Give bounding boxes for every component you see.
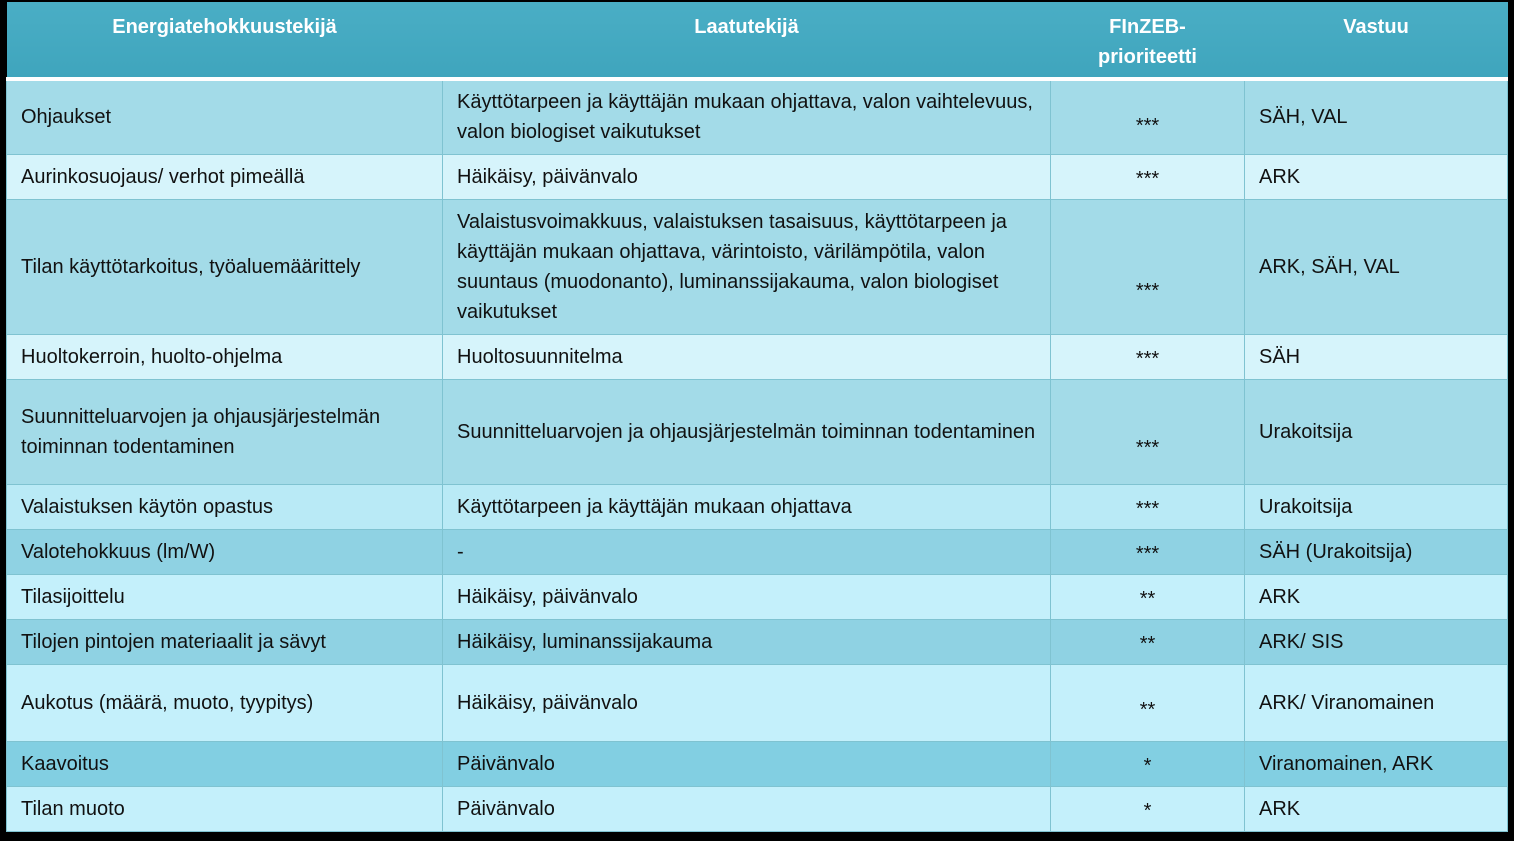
cell-quality: Käyttötarpeen ja käyttäjän mukaan ohjattava	[443, 484, 1051, 529]
cell-priority	[1051, 786, 1245, 831]
cell-quality: Käyttötarpeen ja käyttäjän mukaan ohjattava, valon vaihtelevuus, valon biologiset vaikutukset	[443, 79, 1051, 154]
table-container	[6, 2, 1507, 831]
cell-quality: Päivänvalo	[443, 741, 1051, 786]
priority-stars: **	[1139, 632, 1156, 655]
cell-quality: Häikäisy, päivänvalo	[443, 574, 1051, 619]
cell-quality: Häikäisy, päivänvalo	[443, 154, 1051, 199]
cell-energy: Valaistuksen käytön opastus	[7, 484, 443, 529]
table-row	[7, 529, 1508, 574]
cell-responsible: ARK	[1245, 154, 1508, 199]
cell-responsible: Viranomainen, ARK	[1245, 741, 1508, 786]
table-row	[7, 574, 1508, 619]
cell-priority	[1051, 79, 1245, 154]
cell-energy: Tilan muoto	[7, 786, 443, 831]
priority-stars: ***	[1135, 167, 1160, 190]
priority-stars: ***	[1135, 115, 1160, 138]
priority-stars: **	[1139, 698, 1156, 721]
cell-priority	[1051, 529, 1245, 574]
table-row	[7, 664, 1508, 741]
cell-responsible: SÄH (Urakoitsija)	[1245, 529, 1508, 574]
table-row	[7, 334, 1508, 379]
priority-stars: *	[1143, 754, 1152, 777]
cell-responsible: ARK	[1245, 574, 1508, 619]
header-responsible: Vastuu	[1245, 2, 1508, 79]
cell-priority	[1051, 574, 1245, 619]
cell-quality: Päivänvalo	[443, 786, 1051, 831]
cell-quality: Häikäisy, luminanssijakauma	[443, 619, 1051, 664]
header-energy: Energiatehokkuustekijä	[7, 2, 443, 79]
cell-priority	[1051, 334, 1245, 379]
cell-responsible: ARK, SÄH, VAL	[1245, 199, 1508, 334]
header-priority: FInZEB-prioriteetti	[1051, 2, 1245, 79]
cell-responsible: Urakoitsija	[1245, 379, 1508, 484]
table-row	[7, 786, 1508, 831]
cell-quality: -	[443, 529, 1051, 574]
table-row	[7, 741, 1508, 786]
header-row	[7, 2, 1508, 79]
table-row	[7, 484, 1508, 529]
cell-responsible: SÄH, VAL	[1245, 79, 1508, 154]
cell-quality: Suunnitteluarvojen ja ohjausjärjestelmän toiminnan todentaminen	[443, 379, 1051, 484]
table-row	[7, 379, 1508, 484]
cell-priority	[1051, 199, 1245, 334]
cell-responsible: ARK/ SIS	[1245, 619, 1508, 664]
cell-energy: Tilan käyttötarkoitus, työaluemäärittely	[7, 199, 443, 334]
cell-priority	[1051, 619, 1245, 664]
cell-energy: Tilojen pintojen materiaalit ja sävyt	[7, 619, 443, 664]
cell-priority	[1051, 154, 1245, 199]
cell-priority	[1051, 741, 1245, 786]
table-row	[7, 79, 1508, 154]
table-row	[7, 619, 1508, 664]
priority-stars: ***	[1135, 437, 1160, 459]
cell-responsible: SÄH	[1245, 334, 1508, 379]
cell-priority	[1051, 379, 1245, 484]
cell-energy: Ohjaukset	[7, 79, 443, 154]
cell-energy: Valotehokkuus (lm/W)	[7, 529, 443, 574]
priority-stars: *	[1143, 799, 1152, 822]
cell-responsible: Urakoitsija	[1245, 484, 1508, 529]
cell-energy: Suunnitteluarvojen ja ohjausjärjestelmän toiminnan todentaminen	[7, 379, 443, 484]
priority-stars: ***	[1135, 279, 1160, 302]
priority-stars: **	[1139, 587, 1156, 610]
cell-priority	[1051, 664, 1245, 741]
table-row	[7, 154, 1508, 199]
cell-responsible: ARK/ Viranomainen	[1245, 664, 1508, 741]
cell-quality: Valaistusvoimakkuus, valaistuksen tasaisuus, käyttötarpeen ja käyttäjän mukaan ohjattava, värintoisto, värilämpötila, valon suuntaus (muodonanto), luminanssijakauma, valon biologiset vaikutukset	[443, 199, 1051, 334]
cell-energy: Tilasijoittelu	[7, 574, 443, 619]
priority-stars: ***	[1135, 497, 1160, 520]
energy-quality-table	[6, 2, 1508, 832]
cell-responsible: ARK	[1245, 786, 1508, 831]
cell-energy: Aukotus (määrä, muoto, tyypitys)	[7, 664, 443, 741]
cell-priority	[1051, 484, 1245, 529]
priority-stars: ***	[1135, 542, 1160, 565]
table-row	[7, 199, 1508, 334]
cell-energy: Kaavoitus	[7, 741, 443, 786]
cell-quality: Huoltosuunnitelma	[443, 334, 1051, 379]
header-quality: Laatutekijä	[443, 2, 1051, 79]
cell-energy: Aurinkosuojaus/ verhot pimeällä	[7, 154, 443, 199]
priority-stars: ***	[1135, 347, 1160, 370]
cell-quality: Häikäisy, päivänvalo	[443, 664, 1051, 741]
cell-energy: Huoltokerroin, huolto-ohjelma	[7, 334, 443, 379]
